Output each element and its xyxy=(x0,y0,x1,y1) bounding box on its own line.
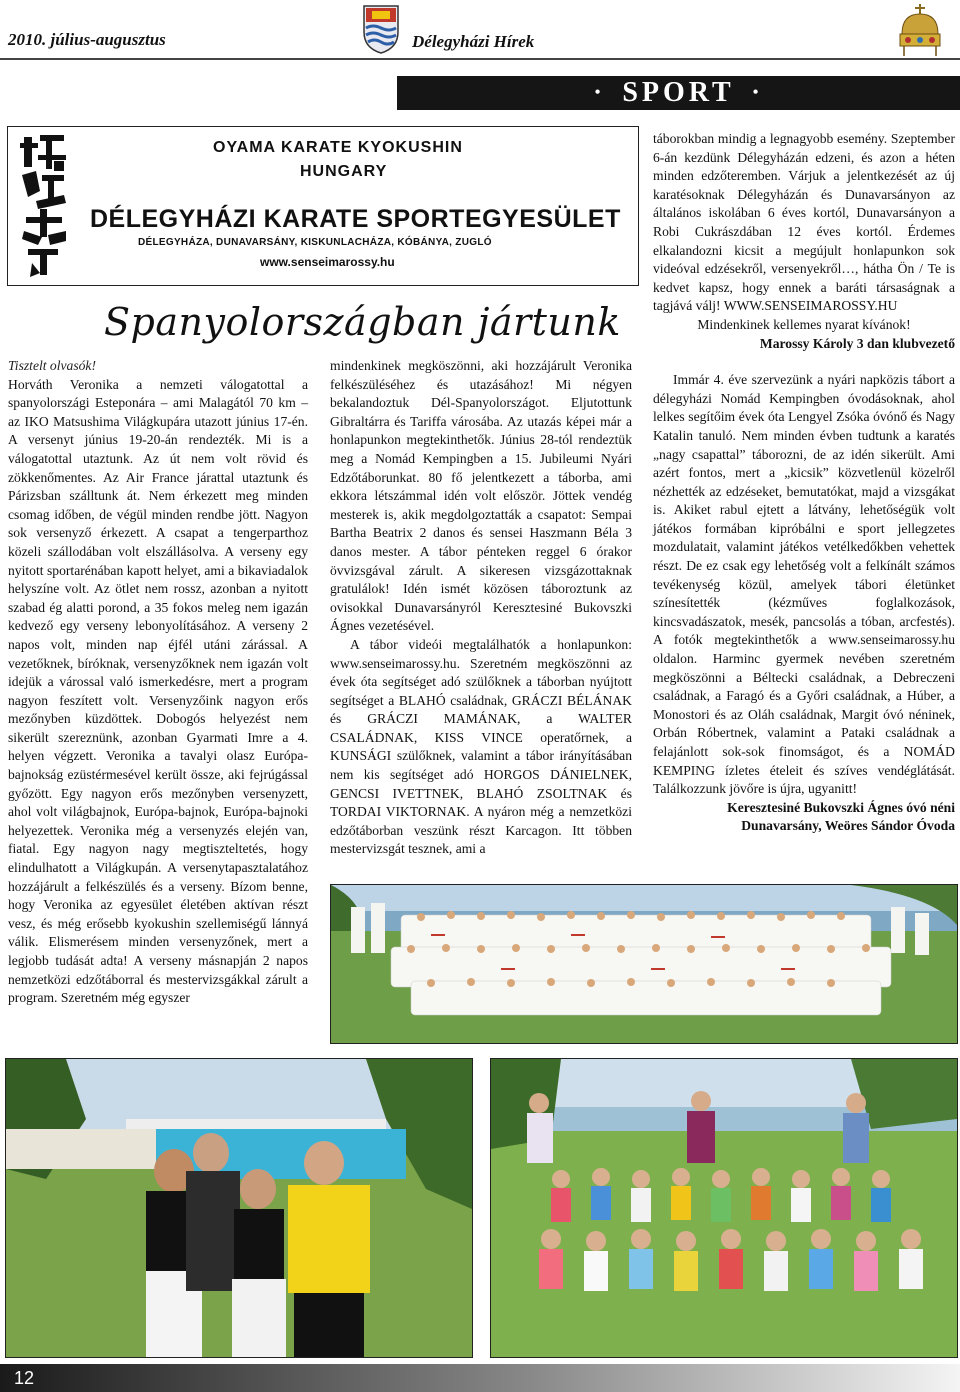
kyokushin-kanji-icon xyxy=(18,131,70,279)
karate-camp-group-photo xyxy=(330,884,958,1044)
banner-dot-left: • xyxy=(594,84,605,101)
kindergarten-group-photo xyxy=(490,1058,958,1358)
article-headline: Spanyolországban jártunk xyxy=(104,300,621,344)
col2-paragraph-1: mindenkinek megköszönni, aki hozzájárult Veronika felkészüléséhez és utazásához! Mi négyen bekalandoztuk Dél-Spanyolországot. Eljutottunk Gibraltárra és Tariffa városába. Az utazás képei már a honlapunkon megtekinthetők. Június 28-tól rendeztük meg a Nomád Kempingben a 15. Jubileumi Nyári Edzőtáborunkat. 80 fő jelentkezett a táborba, ami ekkora létszámmal idén volt először. Jöttek vendég mesterek is, akik megdolgoztatták a csapatot: Sempai Bartha Beatrix 2 danos és sensei Haszmann Béla 3 danos mester. A tábor pénteken reggel 6 órakor övvizsgával zárult. A sikeresen vizsgázottaknak gratulálok! Idén ismét közösen táboroztunk az ovisokkal Dunavarsányról Keresztesiné Bukovszki Ágnes vezetésével. xyxy=(330,358,632,634)
article-column-1 xyxy=(8,357,308,1008)
signature-club-leader: Marossy Károly 3 dan klubvezető xyxy=(759,335,955,351)
article-column-3 xyxy=(653,130,955,836)
holy-crown-icon xyxy=(896,4,944,58)
col3-paragraph-1: táborokban mindig a legnagyobb esemény. Szeptember 6-án kezdünk Délegyházán edzeni, és azon a héten minden edzőteremben. Várjuk a jelentkezését az új karatésoknak Délegyházán és Dunavarsányon az általános iskolában 6 éves kortól, Dunavarsányon a Robi Cukrászdában 12 éves kortól. Érdemes elkalandozni kicsit a megújult honlapunkon sok videóval edzésekről, versenyekről…, hátha Ön / Te is kedvet kapsz, hogy ennek a baráti társaságnak a tagjává válj! WWW.SENSEIMAROSSY.HU xyxy=(653,131,955,314)
footer-bar xyxy=(0,1364,960,1392)
section-title: SPORT xyxy=(622,77,735,108)
greeting: Tisztelt olvasók! xyxy=(8,358,96,373)
col1-paragraph: Horváth Veronika a nemzeti válogatottal a spanyolországi Esteponára – ami Malagától 70 km – az IKO Matsushima Világkupára utazott június 17-én. A versenyt június 19-20-án rendezték. Mi is a válogatottal utaztunk. Az út nem volt rövid és zökkenőmentes. Az Air France járattal utaztunk és Párizsban szálltunk át. Nem érkezett meg minden csomag időben, de végül minden rendbe jött. Nagyon sok versenyző érkezett. A csapat a tengerparthoz közeli szállodában volt elszállásolva. A verseny egy nyitott sportarénában kapott helyet, ami a bikaviadalok helyszíne volt. Az ötlet nem rossz, azonban a nyitott szabad ég alatti porond, a 35 fokos meleg nem igazán kedvező egy verseny lebonyolításához. A verseny 2 napos volt, minden nap éjfél utáni zárással. A vezetőknek, bíróknak, versenyzőknek nem igazán volt idejük a várossal való ismerkedésre, mert a program nagyon feszített volt. Versenyzőink nagyon erős mezőnyben küzdöttek. Dobogós helyezést nem sikerült szereznünk, azonban Gyarmati Imre a 4. helyen végzett. Veronika a tavalyi olasz Európa-bajnokság ezüstérmesével került össze, aki fejrúgással győzött. Egy nagyon erős mezőnyben versenyzett, ahol volt világbajnok, Európa-bajnok, Európa-bajnoki helyezettek. Veronika még a versenyzés elején van, fiatal. Egy nagyon nagy megtiszteltetés, hogy elindulhatott a Világkupán. A versenytapasztalatához hozzájárult a felkészülés és a verseny. Bízom benne, hogy Veronika az egyesület életében aktívan részt vesz, és még erősebb kyokushin szellemiségű lánnyá válik. Elismerésem minden versenyzőnek, mert a legjobb tudását adta! A verseny másnapján 2 napos nemzetközi edzőtáborral és mestervizsgákkal zárult a program. Szeretném még egyszer xyxy=(8,376,308,1006)
logo-line-hungary: HUNGARY xyxy=(300,163,388,180)
logo-website: www.senseimarossy.hu xyxy=(260,255,395,269)
pool-team-photo xyxy=(5,1058,473,1358)
logo-club-name: DÉLEGYHÁZI KARATE SPORTEGYESÜLET xyxy=(90,205,621,233)
summer-wish: Mindenkinek kellemes nyarat kívánok! xyxy=(697,316,911,332)
issue-date: 2010. július-augusztus xyxy=(8,30,166,49)
coat-of-arms-icon xyxy=(362,4,400,54)
logo-locations: DÉLEGYHÁZA, DUNAVARSÁNY, KISKUNLACHÁZA, KÓBÁNYA, ZUGLÓ xyxy=(138,237,492,248)
kindergarten-article: Immár 4. éve szervezünk a nyári napközis tábort a délegyházi Nomád Kempingben óvodásoknak, ahol lelkes segítőim évek óta Lengyel Zsóka óvónő és Nagy Katalin tanuló. Nem minden évben tudtunk a karatés „nagy csapattal” táborozni, de az idén sikerült. Ami azért fontos, mert a „kicsik” közvetlenül közelről nézhették az edzéseket, bemutatókat, majd a vizsgákat is. Akiket rabul ejtett a látvány, lehetőségük volt játékos formában kipróbálni e sport jellegzetes mozdulatait, valamint játékos vetélkedőkben vehettek részt. De ez csak egy lehetőség volt a felkínált számos tevékenység közül, amelyek tábori életünket színesítették (kézműves foglalkozások, kincsvadászatok, mesék, pancsolás a tóban, arcfestés). A fotók megtekinthetők a www.senseimarossy.hu oldalon. Harminc gyermek nevében szeretném megköszönni a Béltecki családnak, a Debreczeni családnak, a Faragó és a Győri családnak, a Húber, a Monostori és az Oláh családnak, Margit óvó néninek, Orbán Róbertnek, valamint a Pataki családnak a felajánlott sok-sok finomságot, és a NOMÁD KEMPING ízletes ételeit és szíves vendéglátását. Találkozzunk jövőre is újra, ugyanitt! xyxy=(653,372,955,797)
header-rule xyxy=(0,58,960,60)
spacer xyxy=(653,353,955,371)
article-column-2 xyxy=(330,357,632,859)
page-number: 12 xyxy=(14,1368,35,1388)
newspaper-title: Délegyházi Hírek xyxy=(412,32,535,51)
signature-kindergarten-1: Keresztesiné Bukovszki Ágnes óvó néni xyxy=(727,799,955,815)
logo-line-oyama: OYAMA KARATE KYOKUSHIN xyxy=(213,139,463,156)
pool-photo-image xyxy=(6,1059,472,1357)
group-photo-image xyxy=(331,885,957,1043)
section-banner xyxy=(397,76,960,110)
club-logo-box xyxy=(7,126,639,286)
kindergarten-photo-image xyxy=(491,1059,957,1357)
banner-dot-right: • xyxy=(752,84,763,101)
signature-kindergarten-2: Dunavarsány, Weöres Sándor Óvoda xyxy=(741,818,955,834)
col2-paragraph-2: A tábor videói megtalálhatók a honlapunkon: www.senseimarossy.hu. Szeretném megköszönni az évek óta segítséget adó szülőknek a táborban nyújtott segítséget a BLAHÓ családnak, GRÁCZI BÉLÁNAK és GRÁCZI MAMÁNAK, a WALTER CSALÁDNAK, KISS VINCE operatőrnek, a KUNSÁGI szülőknek, valamint a tábor irányításában nem kis segítséget adó HORGOS DÁNIELNEK, GENCSI IVETTNEK, BLAHÓ ZSOLTNAK és TORDAI VIKTORNAK. A nyáron még a nemzetközi edzőtáborban veszünk részt Karcagon. Itt többen mestervizsgát tesznek, ami a xyxy=(330,636,632,857)
